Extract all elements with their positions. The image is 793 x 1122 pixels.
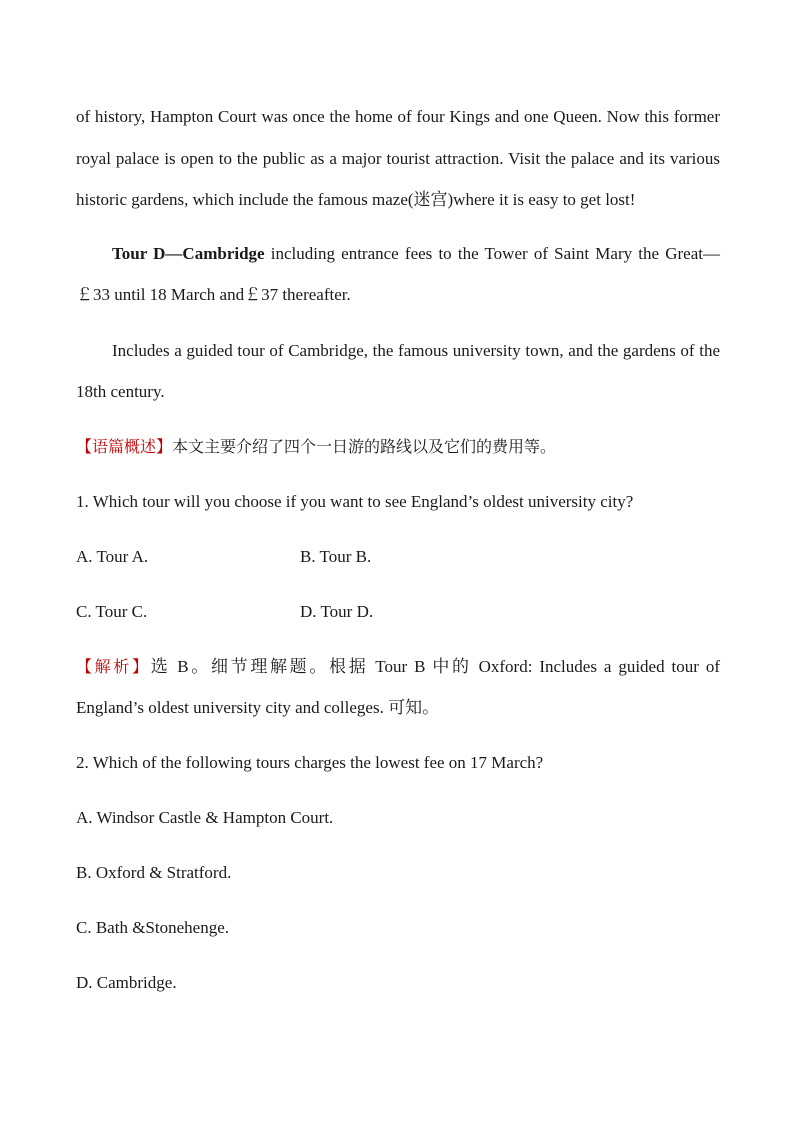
question-1-option-a: A. Tour A. — [76, 546, 149, 566]
question-1-options-row-2 — [76, 591, 720, 633]
question-1-option-c: C. Tour C. — [76, 601, 148, 621]
document-page — [76, 96, 720, 1004]
passage-paragraph-hampton-court: of history, Hampton Court was once the home of four Kings and one Queen. Now this former royal palace is open to the public as a major tourist attraction. Visit the palace and its various historic gardens, which include the famous maze(迷宫)where it is easy to get lost! — [76, 107, 720, 209]
question-2-option-b: B. Oxford & Stratford. — [76, 863, 232, 882]
tour-d-fees: including entrance fees to the Tower of Saint Mary the Great—￡33 until 18 March and￡37 thereafter. — [76, 243, 720, 304]
summary-line — [76, 426, 720, 468]
question-2-option-c: C. Bath &Stonehenge. — [76, 918, 229, 937]
analysis-text: 选 B。细节理解题。根据 Tour B 中的 Oxford: Includes a guided tour of England’s oldest university city and colleges. 可知。 — [76, 656, 720, 717]
question-2-option-d: D. Cambridge. — [76, 973, 177, 992]
summary-text: 本文主要介绍了四个一日游的路线以及它们的费用等。 — [172, 436, 557, 456]
passage-paragraph-cambridge: Includes a guided tour of Cambridge, the famous university town, and the gardens of the 18th century. — [76, 340, 720, 401]
analysis-tag: 【解析】 — [76, 656, 151, 676]
question-1-stem: 1. Which tour will you choose if you want to see England’s oldest university city? — [76, 491, 634, 511]
question-2-option-a: A. Windsor Castle & Hampton Court. — [76, 808, 334, 827]
question-2-stem: 2. Which of the following tours charges the lowest fee on 17 March? — [76, 753, 544, 772]
question-1-option-d: D. Tour D. — [300, 601, 374, 621]
question-1-options-row-1 — [76, 536, 720, 578]
passage-paragraph-tour-d — [76, 233, 720, 316]
tour-d-title: Tour D—Cambridge — [112, 243, 265, 263]
summary-tag: 【语篇概述】 — [76, 436, 173, 456]
analysis-paragraph — [76, 646, 720, 729]
question-1-option-b: B. Tour B. — [300, 546, 372, 566]
